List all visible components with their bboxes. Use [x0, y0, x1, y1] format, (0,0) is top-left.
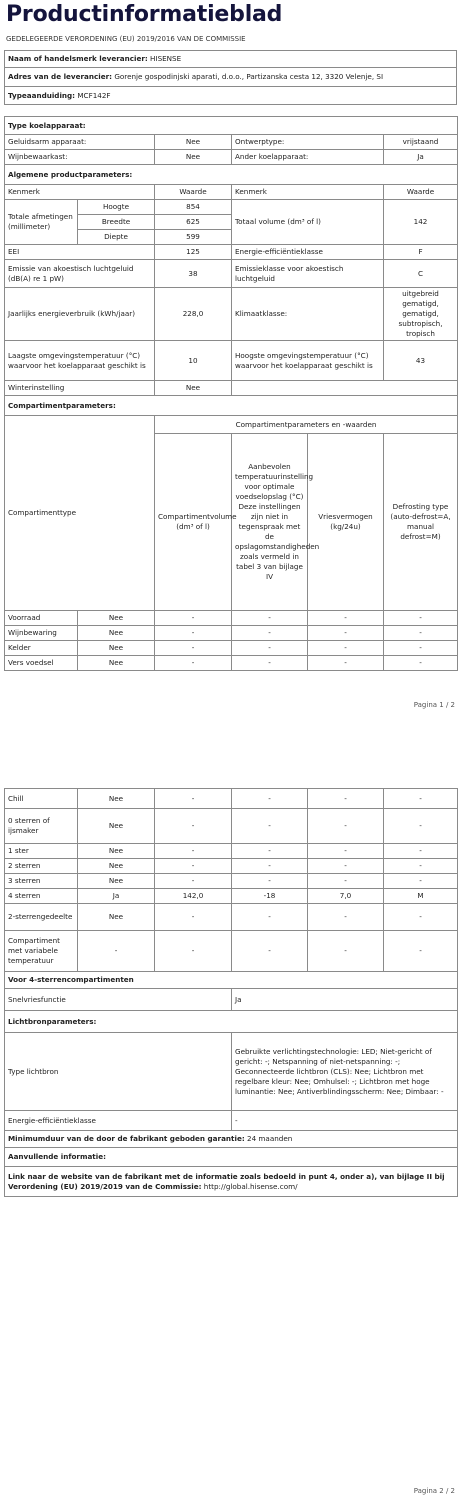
compartment-name: Vers voedsel	[5, 656, 78, 671]
compartment-temp: -	[232, 931, 308, 972]
compartment-name: 2-sterrengedeelte	[5, 904, 78, 931]
page-number-2: Pagina 2 / 2	[413, 1487, 455, 1495]
fast-freeze-label: Snelvriesfunctie	[5, 989, 232, 1011]
winter-label: Winterinstelling	[5, 381, 155, 396]
annual-energy-label: Jaarlijks energieverbruik (kWh/jaar)	[5, 288, 155, 341]
feature-header-2: Kenmerk	[232, 185, 384, 200]
value-header-2: Waarde	[384, 185, 458, 200]
compartment-freeze: -	[308, 904, 384, 931]
volume-label: Totaal volume (dm³ of l)	[232, 200, 384, 245]
dimensions-label: Totale afmetingen (millimeter)	[5, 200, 78, 245]
max-temp-label: Hoogste omgevingstemperatuur (°C) waarvoor het koelapparaat geschikt is	[232, 341, 384, 381]
compartment-row	[5, 641, 458, 656]
model-value: MCF142F	[77, 90, 111, 100]
wine-cabinet-label: Wijnbewaarkast:	[5, 150, 155, 165]
compartment-present: Nee	[78, 626, 155, 641]
compartment-group-header: Compartimentparameters en -waarden	[155, 416, 458, 434]
compartment-freeze: 7,0	[308, 889, 384, 904]
compartment-row	[5, 931, 458, 972]
compartment-temp: -	[232, 904, 308, 931]
compartment-freeze-header: Vriesvermogen (kg/24u)	[308, 434, 384, 611]
regulation-reference: GEDELEGEERDE VERORDENING (EU) 2019/2016 VAN DE COMMISSIE	[6, 35, 246, 43]
light-energy-class-label: Energie-efficiëntieklasse	[5, 1111, 232, 1131]
compartment-temp: -	[232, 656, 308, 671]
compartment-volume: -	[155, 641, 232, 656]
compartment-name: Wijnbewaring	[5, 626, 78, 641]
compartment-temp: -	[232, 641, 308, 656]
compartment-freeze: -	[308, 931, 384, 972]
fast-freeze-value: Ja	[232, 989, 458, 1011]
compartment-volume: -	[155, 611, 232, 626]
compartment-name: Chill	[5, 789, 78, 809]
compartment-freeze: -	[308, 859, 384, 874]
address-label: Adres van de leverancier:	[8, 72, 113, 81]
model-row	[5, 87, 457, 105]
four-star-heading: Voor 4-sterrencompartimenten	[5, 972, 458, 989]
compartment-volume: -	[155, 626, 232, 641]
page-number-1: Pagina 1 / 2	[413, 701, 455, 709]
general-heading: Algemene productparameters:	[5, 165, 458, 185]
compartment-temp: -	[232, 611, 308, 626]
compartment-name: 3 sterren	[5, 874, 78, 889]
compartment-present: Nee	[78, 656, 155, 671]
compartment-freeze: -	[308, 656, 384, 671]
energy-class-value: F	[384, 245, 458, 260]
light-type-value: Gebruikte verlichtingstechnologie: LED; Niet-gericht of gericht: -; Netspanning of niet-netspanning: -; Geconnecteerde lichtbron (CLS): Nee; Lichtbron met regelbare kleur: Nee; Omhulsel: -; Lichtbron met hoge luminantie: Nee; Antiverblindingsscherm: Nee; Dimbaar: -	[232, 1033, 458, 1111]
compartment-temp: -	[232, 626, 308, 641]
compartment-row	[5, 626, 458, 641]
compartment-row	[5, 611, 458, 626]
annual-energy-value: 228,0	[155, 288, 232, 341]
parameters-table-continued	[4, 788, 458, 1197]
noise-value: 38	[155, 260, 232, 288]
compartment-defrost: -	[384, 789, 458, 809]
address-value: Gorenje gospodinjski aparati, d.o.o., Partizanska cesta 12, 3320 Velenje, SI	[114, 72, 384, 81]
light-heading: Lichtbronparameters:	[5, 1011, 458, 1033]
other-appliance-label: Ander koelapparaat:	[232, 150, 384, 165]
compartment-defrost: -	[384, 874, 458, 889]
compartment-present: Nee	[78, 859, 155, 874]
manufacturer-link-label: Link naar de website van de fabrikant met de informatie zoals bedoeld in punt 4, onder a), van bijlage II bij Verordening (EU) 2019/2019 van de Commissie:	[8, 1171, 445, 1191]
compartment-row	[5, 889, 458, 904]
type-heading: Type koelapparaat:	[5, 117, 458, 135]
compartments-heading: Compartimentparameters:	[5, 396, 458, 416]
wine-cabinet-value: Nee	[155, 150, 232, 165]
compartment-row	[5, 874, 458, 889]
trademark-label: Naam of handelsmerk leverancier:	[8, 54, 148, 63]
compartment-volume: -	[155, 844, 232, 859]
compartment-present: -	[78, 931, 155, 972]
compartment-name: 4 sterren	[5, 889, 78, 904]
feature-header: Kenmerk	[5, 185, 155, 200]
design-type-label: Ontwerptype:	[232, 135, 384, 150]
compartment-defrost: M	[384, 889, 458, 904]
compartment-present: Nee	[78, 844, 155, 859]
warranty-label: Minimumduur van de door de fabrikant geboden garantie:	[8, 1134, 245, 1143]
volume-value: 142	[384, 200, 458, 245]
max-temp-value: 43	[384, 341, 458, 381]
compartment-volume: -	[155, 809, 232, 844]
supplier-table	[4, 50, 457, 105]
extra-heading: Aanvullende informatie:	[5, 1148, 458, 1167]
climate-class-value: uitgebreid gematigd, gematigd, subtropisch, tropisch	[384, 288, 458, 341]
compartment-present: Nee	[78, 789, 155, 809]
compartment-defrost: -	[384, 626, 458, 641]
width-value: 625	[155, 215, 232, 230]
compartment-freeze: -	[308, 874, 384, 889]
compartment-name: 1 ster	[5, 844, 78, 859]
compartment-freeze: -	[308, 789, 384, 809]
compartment-rows-page2	[5, 789, 458, 972]
compartment-row	[5, 809, 458, 844]
compartment-defrost-header: Defrosting type (auto-defrost=A, manual defrost=M)	[384, 434, 458, 611]
page-1	[0, 0, 461, 713]
manufacturer-link-row	[5, 1167, 458, 1197]
compartment-temp: -	[232, 844, 308, 859]
trademark-row	[5, 51, 457, 68]
design-type-value: vrijstaand	[384, 135, 458, 150]
compartment-name: 0 sterren of ijsmaker	[5, 809, 78, 844]
compartment-row	[5, 844, 458, 859]
compartment-present: Nee	[78, 904, 155, 931]
warranty-value: 24 maanden	[247, 1134, 293, 1143]
value-header: Waarde	[155, 185, 232, 200]
compartment-name: Compartiment met variabele temperatuur	[5, 931, 78, 972]
compartment-present: Ja	[78, 889, 155, 904]
compartment-volume: -	[155, 859, 232, 874]
compartment-defrost: -	[384, 656, 458, 671]
compartment-temp: -	[232, 789, 308, 809]
document-title: Productinformatieblad	[6, 2, 283, 27]
noise-class-value: C	[384, 260, 458, 288]
compartment-volume: -	[155, 789, 232, 809]
compartment-defrost: -	[384, 641, 458, 656]
compartment-defrost: -	[384, 611, 458, 626]
warranty-row	[5, 1131, 458, 1148]
compartment-volume: -	[155, 931, 232, 972]
compartment-freeze: -	[308, 611, 384, 626]
compartment-present: Nee	[78, 611, 155, 626]
compartment-name: 2 sterren	[5, 859, 78, 874]
height-label: Hoogte	[78, 200, 155, 215]
light-type-label: Type lichtbron	[5, 1033, 232, 1111]
compartment-volume: -	[155, 656, 232, 671]
winter-empty	[232, 381, 458, 396]
compartment-defrost: -	[384, 809, 458, 844]
height-value: 854	[155, 200, 232, 215]
eei-value: 125	[155, 245, 232, 260]
compartment-defrost: -	[384, 859, 458, 874]
compartment-type-header: Compartimenttype	[5, 416, 155, 611]
eei-label: EEI	[5, 245, 155, 260]
page-2	[0, 780, 461, 1500]
trademark-value: HISENSE	[150, 54, 182, 63]
compartment-volume: -	[155, 874, 232, 889]
compartment-freeze: -	[308, 844, 384, 859]
low-noise-value: Nee	[155, 135, 232, 150]
compartment-present: Nee	[78, 874, 155, 889]
compartment-freeze: -	[308, 809, 384, 844]
compartment-present: Nee	[78, 809, 155, 844]
compartment-row	[5, 656, 458, 671]
address-row	[5, 68, 457, 87]
compartment-temp: -	[232, 874, 308, 889]
compartment-freeze: -	[308, 626, 384, 641]
compartment-temp-header: Aanbevolen temperatuurinstelling voor optimale voedselopslag (°C) Deze instellingen zijn niet in tegenspraak met de opslagomstandigheden zoals vermeld in tabel 3 van bijlage IV	[232, 434, 308, 611]
compartment-temp: -18	[232, 889, 308, 904]
energy-class-label: Energie-efficiëntieklasse	[232, 245, 384, 260]
compartment-defrost: -	[384, 931, 458, 972]
depth-label: Diepte	[78, 230, 155, 245]
compartment-volume: -	[155, 904, 232, 931]
compartment-rows-page1	[5, 611, 458, 671]
noise-class-label: Emissieklasse voor akoestisch luchtgeluid	[232, 260, 384, 288]
compartment-name: Kelder	[5, 641, 78, 656]
manufacturer-link-value[interactable]: http://global.hisense.com/	[203, 1181, 298, 1191]
compartment-row	[5, 904, 458, 931]
compartment-temp: -	[232, 809, 308, 844]
low-noise-label: Geluidsarm apparaat:	[5, 135, 155, 150]
light-energy-class-value: -	[232, 1111, 458, 1131]
depth-value: 599	[155, 230, 232, 245]
compartment-name: Voorraad	[5, 611, 78, 626]
compartment-present: Nee	[78, 641, 155, 656]
min-temp-label: Laagste omgevingstemperatuur (°C) waarvoor het koelapparaat geschikt is	[5, 341, 155, 381]
compartment-volume-header: Compartimentvolume (dm³ of l)	[155, 434, 232, 611]
model-label: Typeaanduiding:	[8, 90, 76, 100]
min-temp-value: 10	[155, 341, 232, 381]
compartment-defrost: -	[384, 904, 458, 931]
compartment-temp: -	[232, 859, 308, 874]
compartment-freeze: -	[308, 641, 384, 656]
parameters-table	[4, 116, 458, 671]
compartment-volume: 142,0	[155, 889, 232, 904]
compartment-row	[5, 789, 458, 809]
width-label: Breedte	[78, 215, 155, 230]
noise-label: Emissie van akoestisch luchtgeluid (dB(A) re 1 pW)	[5, 260, 155, 288]
winter-value: Nee	[155, 381, 232, 396]
compartment-defrost: -	[384, 844, 458, 859]
climate-class-label: Klimaatklasse:	[232, 288, 384, 341]
other-appliance-value: Ja	[384, 150, 458, 165]
compartment-row	[5, 859, 458, 874]
